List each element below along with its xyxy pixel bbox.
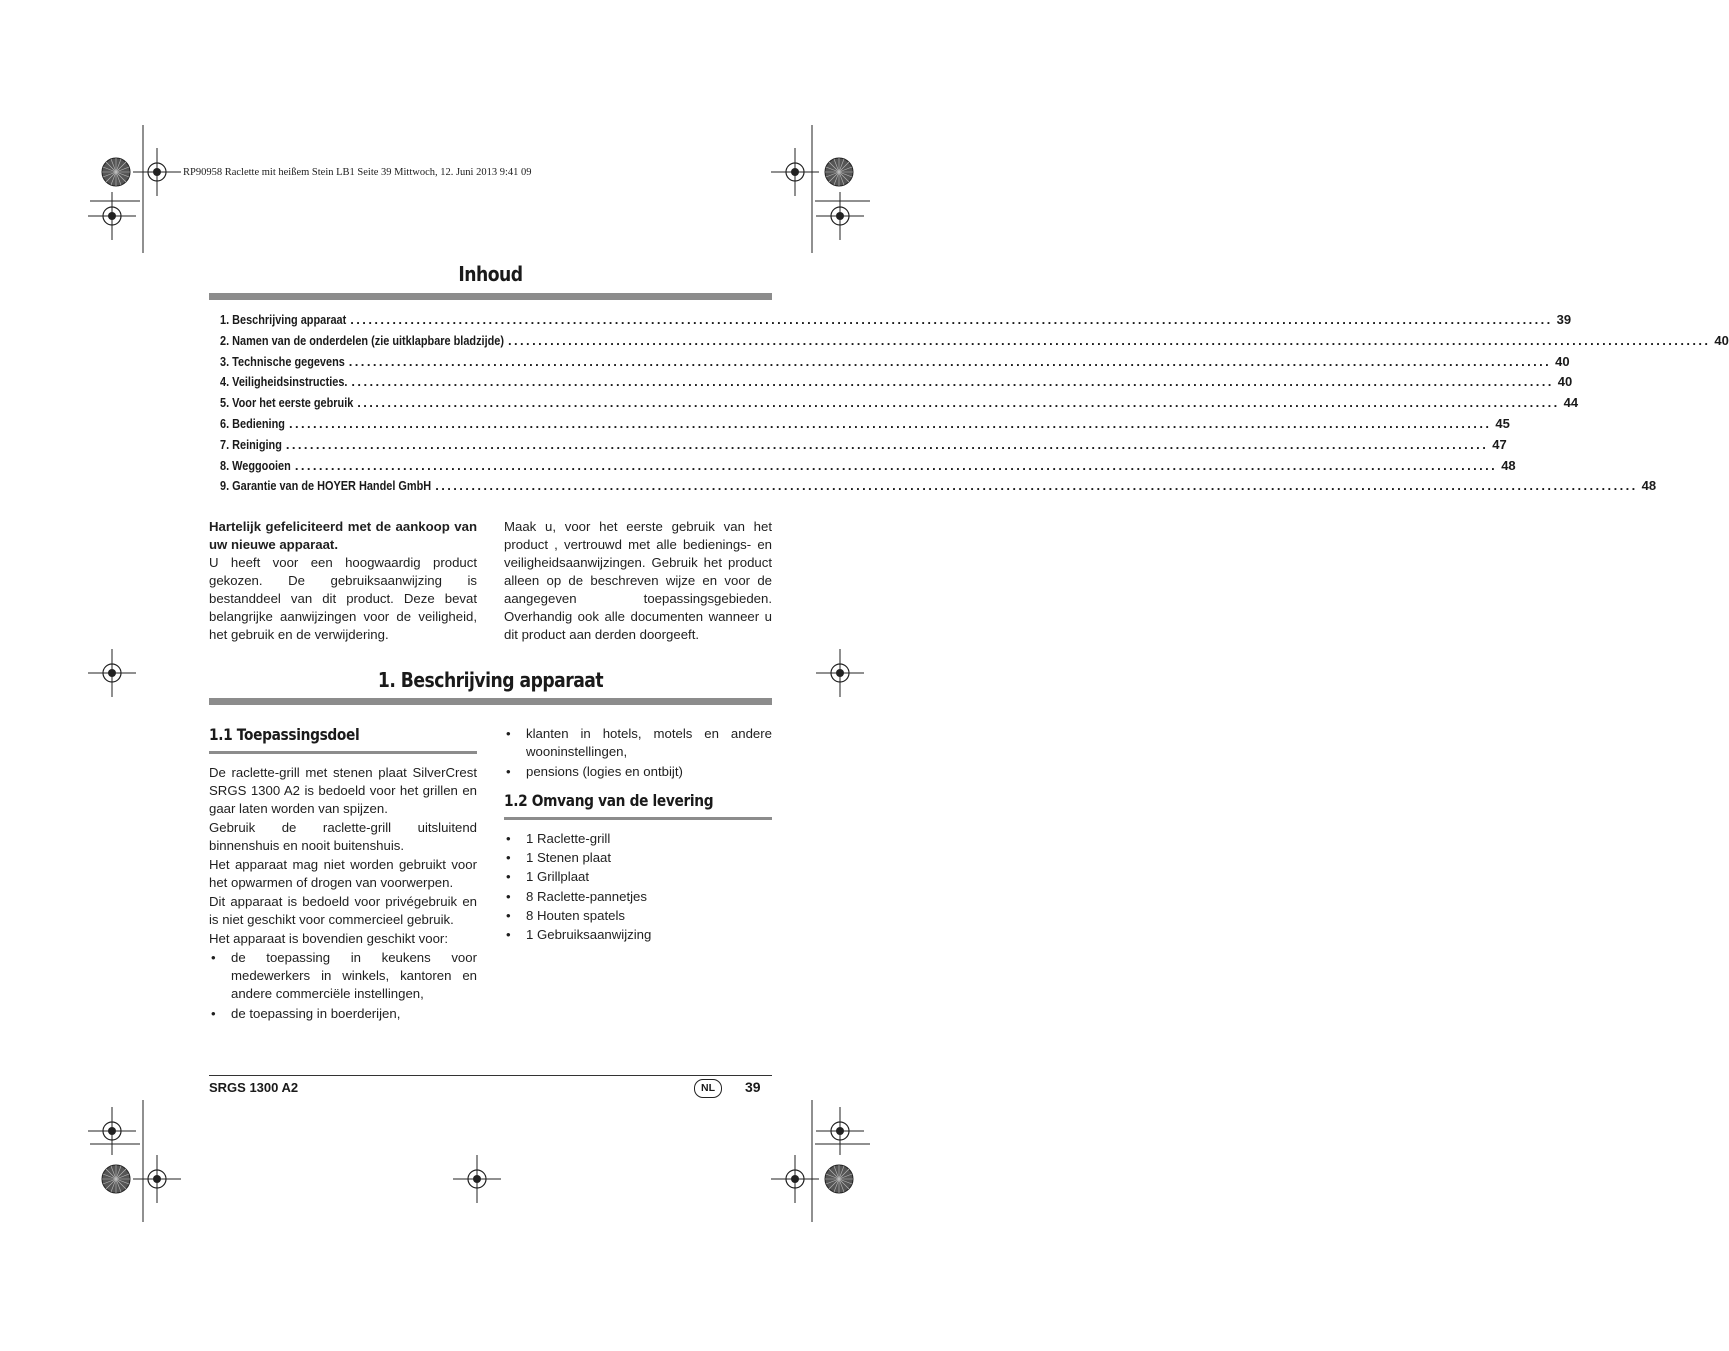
intro-right-text: Maak u, voor het eerste gebruik van het product , vertrouwd met alle bedienings- en veiligheidsaanwijzingen. Gebruik het product alleen op de beschreven wijze en voor de aangegeven toepassingsgebieden. Overhandig ook alle documenten wanneer u dit product aan derden doorgeeft. xyxy=(504,519,772,642)
toc-leader-dots: ........................................................................................................................................................................................................ xyxy=(348,353,1552,369)
toc-leader-dots: ........................................................................................................................................................................................................ xyxy=(288,416,1492,431)
subsection-rule xyxy=(504,817,772,820)
toc-leader-dots: ........................................................................................................................................................................................................ xyxy=(357,395,1560,411)
intro-left-text: U heeft voor een hoogwaardig product gekozen. De gebruiksaanwijzing is bestanddeel van dit product. Deze bevat belangrijke aanwijzingen voor de veiligheid, het gebruik en de verwijdering. xyxy=(209,555,477,642)
toc-entry-label: 5. Voor het eerste gebruik xyxy=(220,395,354,411)
toc-entry-label: 7. Reiniging xyxy=(220,436,282,452)
list-item: • 1 Stenen plaat xyxy=(504,849,772,867)
toc-leader-dots: ........................................................................................................................................................................................................ xyxy=(285,436,1489,452)
list-item: • 1 Raclette-grill xyxy=(504,830,772,848)
toc-entry-label: 6. Bediening xyxy=(220,416,285,431)
toc-entry[interactable] xyxy=(220,478,1657,498)
toc-entry[interactable] xyxy=(220,395,1579,415)
toc-entry[interactable] xyxy=(220,436,1507,457)
list-item: • de toepassing in keukens voor medewerkers in winkels, kantoren en andere commerciële instellingen, xyxy=(209,949,477,1003)
toc-entry-page: 40 xyxy=(1555,353,1570,369)
toc-entry-page: 47 xyxy=(1492,436,1507,452)
toc-leader-dots: ........................................................................................................................................................................................................ xyxy=(508,332,1711,348)
list-item: • pensions (logies en ontbijt) xyxy=(504,763,772,781)
toc-entry-page: 45 xyxy=(1495,416,1510,431)
toc-entry-label: 3. Technische gegevens xyxy=(220,353,345,369)
toc-entry-page: 40 xyxy=(1714,332,1729,348)
intro-left-column xyxy=(209,518,477,644)
list-item: • 1 Gebruiksaanwijzing xyxy=(504,926,772,944)
footer-model: SRGS 1300 A2 xyxy=(209,1080,299,1095)
paragraph: Het apparaat is bovendien geschikt voor: xyxy=(209,931,448,946)
list-item: • klanten in hotels, motels en andere wooninstellingen, xyxy=(504,725,772,761)
toc-title-bar xyxy=(209,293,772,300)
intro-right-column xyxy=(504,518,772,644)
paragraph: Gebruik de raclette-grill uitsluitend binnenshuis en nooit buitenshuis. xyxy=(209,820,477,853)
list-item: • de toepassing in boerderijen, xyxy=(209,1005,477,1023)
toc-leader-dots: ........................................................................................................................................................................................................ xyxy=(435,478,1638,494)
list-item: • 8 Raclette-pannetjes xyxy=(504,888,772,906)
toc-leader-dots: ........................................................................................................................................................................................................ xyxy=(351,374,1554,390)
toc-leader-dots: ........................................................................................................................................................................................................ xyxy=(294,457,1498,473)
toc-title: Inhoud xyxy=(458,262,523,286)
toc-entry-page: 40 xyxy=(1557,374,1573,390)
suitability-list-cont xyxy=(504,725,772,781)
delivery-contents xyxy=(504,830,772,945)
paragraph: Het apparaat mag niet worden gebruikt voor het opwarmen of drogen van voorwerpen. xyxy=(209,857,477,890)
subsection-title-omvang-levering: 1.2 Omvang van de levering xyxy=(504,791,714,810)
print-slug-line: RP90958 Raclette mit heißem Stein LB1 Seite 39 Mittwoch, 12. Juni 2013 9:41 09 xyxy=(183,167,532,178)
toc-entry-label: 4. Veiligheidsinstructies. xyxy=(220,374,348,390)
language-badge: NL xyxy=(694,1079,722,1098)
footer-rule xyxy=(209,1075,772,1076)
section-title-bar xyxy=(209,698,772,705)
paragraph: De raclette-grill met stenen plaat SilverCrest SRGS 1300 A2 is bedoeld voor het grillen en gaar laten worden van spijzen. xyxy=(209,765,477,816)
intro-lead: Hartelijk gefeliciteerd met de aankoop van uw nieuwe apparaat. xyxy=(209,519,477,552)
subsection-title-toepassingsdoel: 1.1 Toepassingsdoel xyxy=(209,725,360,744)
toc-entry[interactable] xyxy=(220,457,1516,478)
delivery-list xyxy=(504,830,772,944)
toc-entry-page: 39 xyxy=(1556,312,1572,327)
list-item: • 8 Houten spatels xyxy=(504,907,772,925)
toc-entry-page: 48 xyxy=(1641,478,1657,494)
paragraph: Dit apparaat is bedoeld voor privégebruik en is niet geschikt voor commercieel gebruik. xyxy=(209,894,477,927)
toc-entry[interactable] xyxy=(220,416,1510,436)
toc-entry[interactable] xyxy=(220,374,1573,394)
toepassingsdoel-body xyxy=(209,764,477,1023)
toc-entry-page: 44 xyxy=(1563,395,1579,411)
page-number: 39 xyxy=(745,1079,761,1095)
toc-entry-label: 2. Namen van de onderdelen (zie uitklapbare bladzijde) xyxy=(220,332,504,348)
toc-entry[interactable] xyxy=(220,312,1572,332)
subsection-rule xyxy=(209,751,477,754)
suitability-list xyxy=(209,949,477,1023)
toc-entry-label: 9. Garantie van de HOYER Handel GmbH xyxy=(220,478,432,494)
list-item: • 1 Grillplaat xyxy=(504,868,772,886)
toc-entry[interactable] xyxy=(220,353,1570,374)
toc-entry[interactable] xyxy=(220,332,1729,353)
toc-leader-dots: ........................................................................................................................................................................................................ xyxy=(350,312,1553,327)
suitability-list-continued xyxy=(504,725,772,781)
toc-entry-label: 8. Weggooien xyxy=(220,457,291,473)
toc-entry-page: 48 xyxy=(1501,457,1516,473)
section-title: 1. Beschrijving apparaat xyxy=(377,668,604,692)
toc-entry-label: 1. Beschrijving apparaat xyxy=(220,312,347,327)
